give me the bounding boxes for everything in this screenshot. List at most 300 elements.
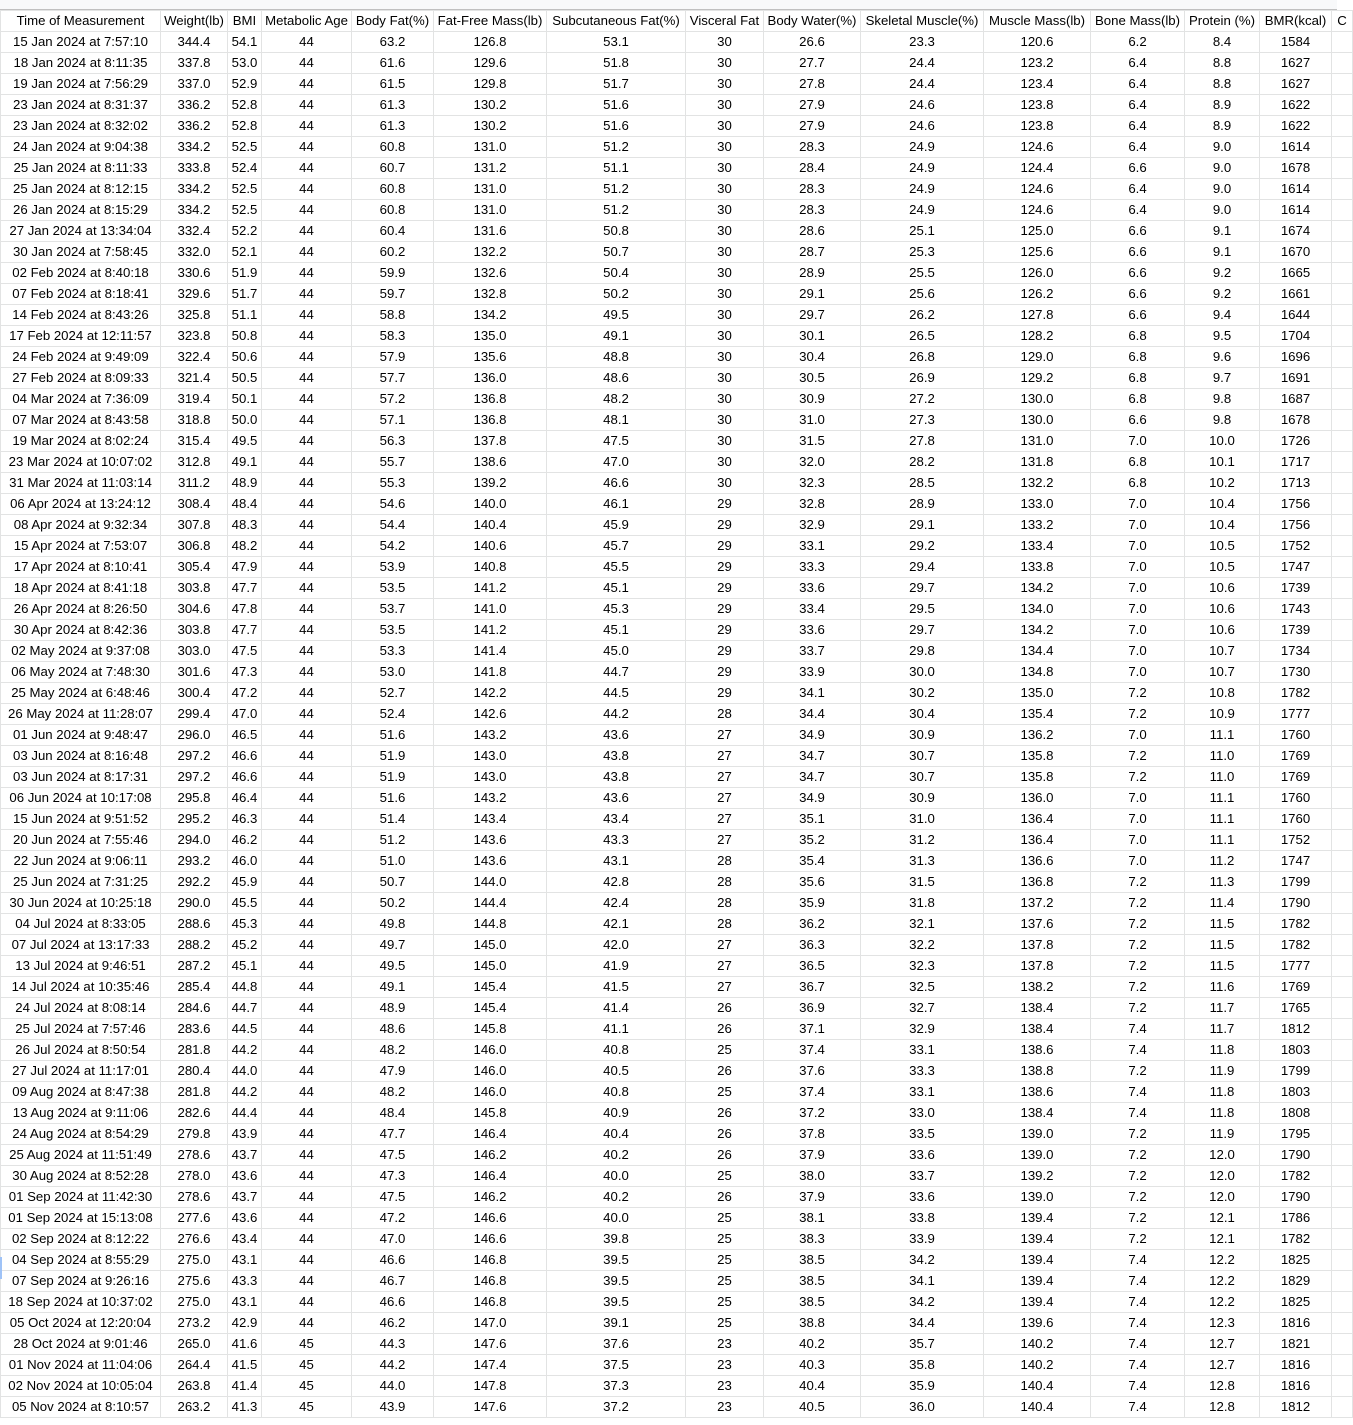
value-cell[interactable] bbox=[1332, 977, 1353, 998]
value-cell[interactable]: 24.9 bbox=[861, 179, 984, 200]
value-cell[interactable] bbox=[1332, 158, 1353, 179]
value-cell[interactable]: 146.6 bbox=[434, 1208, 547, 1229]
value-cell[interactable]: 146.2 bbox=[434, 1145, 547, 1166]
value-cell[interactable] bbox=[1332, 872, 1353, 893]
value-cell[interactable]: 50.4 bbox=[547, 263, 686, 284]
value-cell[interactable]: 6.8 bbox=[1091, 452, 1185, 473]
value-cell[interactable] bbox=[1332, 599, 1353, 620]
value-cell[interactable]: 139.0 bbox=[984, 1124, 1091, 1145]
value-cell[interactable]: 47.7 bbox=[352, 1124, 434, 1145]
value-cell[interactable]: 44.0 bbox=[352, 1376, 434, 1397]
value-cell[interactable]: 24.6 bbox=[861, 95, 984, 116]
value-cell[interactable]: 35.8 bbox=[861, 1355, 984, 1376]
value-cell[interactable]: 41.5 bbox=[547, 977, 686, 998]
value-cell[interactable]: 25 bbox=[686, 1292, 764, 1313]
value-cell[interactable]: 7.2 bbox=[1091, 704, 1185, 725]
value-cell[interactable] bbox=[1332, 74, 1353, 95]
value-cell[interactable]: 1627 bbox=[1260, 53, 1332, 74]
value-cell[interactable] bbox=[1332, 830, 1353, 851]
value-cell[interactable]: 147.4 bbox=[434, 1355, 547, 1376]
value-cell[interactable]: 58.8 bbox=[352, 305, 434, 326]
value-cell[interactable] bbox=[1332, 557, 1353, 578]
value-cell[interactable]: 57.7 bbox=[352, 368, 434, 389]
value-cell[interactable]: 139.6 bbox=[984, 1313, 1091, 1334]
time-cell[interactable]: 06 May 2024 at 7:48:30 bbox=[1, 662, 161, 683]
value-cell[interactable]: 306.8 bbox=[161, 536, 228, 557]
value-cell[interactable]: 7.2 bbox=[1091, 1166, 1185, 1187]
value-cell[interactable]: 34.1 bbox=[861, 1271, 984, 1292]
value-cell[interactable]: 141.8 bbox=[434, 662, 547, 683]
value-cell[interactable]: 45.3 bbox=[228, 914, 262, 935]
value-cell[interactable]: 48.2 bbox=[352, 1040, 434, 1061]
value-cell[interactable]: 6.6 bbox=[1091, 242, 1185, 263]
value-cell[interactable]: 147.8 bbox=[434, 1376, 547, 1397]
value-cell[interactable]: 11.8 bbox=[1185, 1103, 1260, 1124]
value-cell[interactable] bbox=[1332, 95, 1353, 116]
value-cell[interactable]: 11.8 bbox=[1185, 1040, 1260, 1061]
value-cell[interactable] bbox=[1332, 1187, 1353, 1208]
value-cell[interactable]: 10.4 bbox=[1185, 494, 1260, 515]
value-cell[interactable]: 32.0 bbox=[764, 452, 861, 473]
value-cell[interactable]: 143.6 bbox=[434, 851, 547, 872]
value-cell[interactable]: 51.1 bbox=[228, 305, 262, 326]
value-cell[interactable]: 124.6 bbox=[984, 179, 1091, 200]
value-cell[interactable]: 12.1 bbox=[1185, 1208, 1260, 1229]
value-cell[interactable]: 1678 bbox=[1260, 410, 1332, 431]
value-cell[interactable]: 307.8 bbox=[161, 515, 228, 536]
value-cell[interactable]: 49.5 bbox=[352, 956, 434, 977]
value-cell[interactable]: 45.1 bbox=[547, 620, 686, 641]
value-cell[interactable]: 60.2 bbox=[352, 242, 434, 263]
value-cell[interactable]: 38.5 bbox=[764, 1271, 861, 1292]
time-cell[interactable]: 05 Nov 2024 at 8:10:57 bbox=[1, 1397, 161, 1418]
value-cell[interactable]: 7.0 bbox=[1091, 620, 1185, 641]
value-cell[interactable]: 120.6 bbox=[984, 32, 1091, 53]
value-cell[interactable]: 318.8 bbox=[161, 410, 228, 431]
value-cell[interactable]: 144.4 bbox=[434, 893, 547, 914]
value-cell[interactable]: 47.2 bbox=[352, 1208, 434, 1229]
value-cell[interactable]: 44 bbox=[262, 158, 352, 179]
value-cell[interactable]: 29 bbox=[686, 662, 764, 683]
value-cell[interactable]: 51.0 bbox=[352, 851, 434, 872]
value-cell[interactable]: 30 bbox=[686, 452, 764, 473]
value-cell[interactable]: 48.6 bbox=[352, 1019, 434, 1040]
value-cell[interactable]: 6.6 bbox=[1091, 284, 1185, 305]
value-cell[interactable]: 44 bbox=[262, 326, 352, 347]
value-cell[interactable]: 53.1 bbox=[547, 32, 686, 53]
value-cell[interactable]: 49.5 bbox=[228, 431, 262, 452]
value-cell[interactable]: 44.7 bbox=[228, 998, 262, 1019]
time-cell[interactable]: 25 Jun 2024 at 7:31:25 bbox=[1, 872, 161, 893]
value-cell[interactable]: 33.6 bbox=[764, 620, 861, 641]
value-cell[interactable]: 1821 bbox=[1260, 1334, 1332, 1355]
value-cell[interactable]: 136.8 bbox=[434, 389, 547, 410]
value-cell[interactable]: 7.2 bbox=[1091, 683, 1185, 704]
value-cell[interactable]: 30 bbox=[686, 284, 764, 305]
value-cell[interactable]: 43.6 bbox=[547, 725, 686, 746]
value-cell[interactable]: 37.5 bbox=[547, 1355, 686, 1376]
value-cell[interactable]: 46.6 bbox=[547, 473, 686, 494]
value-cell[interactable]: 45.9 bbox=[228, 872, 262, 893]
value-cell[interactable]: 141.2 bbox=[434, 578, 547, 599]
value-cell[interactable]: 1799 bbox=[1260, 1061, 1332, 1082]
value-cell[interactable]: 25 bbox=[686, 1271, 764, 1292]
value-cell[interactable]: 31.3 bbox=[861, 851, 984, 872]
value-cell[interactable]: 6.4 bbox=[1091, 74, 1185, 95]
value-cell[interactable]: 47.0 bbox=[547, 452, 686, 473]
value-cell[interactable]: 37.3 bbox=[547, 1376, 686, 1397]
value-cell[interactable]: 131.8 bbox=[984, 452, 1091, 473]
value-cell[interactable]: 60.8 bbox=[352, 179, 434, 200]
value-cell[interactable] bbox=[1332, 1208, 1353, 1229]
time-cell[interactable]: 25 Aug 2024 at 11:51:49 bbox=[1, 1145, 161, 1166]
value-cell[interactable]: 45.0 bbox=[547, 641, 686, 662]
value-cell[interactable]: 63.2 bbox=[352, 32, 434, 53]
value-cell[interactable]: 7.2 bbox=[1091, 977, 1185, 998]
value-cell[interactable]: 10.7 bbox=[1185, 662, 1260, 683]
column-header-12[interactable]: Protein (%) bbox=[1185, 11, 1260, 32]
time-cell[interactable]: 18 Apr 2024 at 8:41:18 bbox=[1, 578, 161, 599]
value-cell[interactable]: 57.9 bbox=[352, 347, 434, 368]
value-cell[interactable]: 1747 bbox=[1260, 557, 1332, 578]
value-cell[interactable]: 136.4 bbox=[984, 809, 1091, 830]
value-cell[interactable]: 330.6 bbox=[161, 263, 228, 284]
value-cell[interactable]: 44 bbox=[262, 1061, 352, 1082]
value-cell[interactable]: 51.7 bbox=[547, 74, 686, 95]
time-cell[interactable]: 18 Jan 2024 at 8:11:35 bbox=[1, 53, 161, 74]
value-cell[interactable]: 51.6 bbox=[352, 725, 434, 746]
value-cell[interactable]: 334.2 bbox=[161, 137, 228, 158]
value-cell[interactable]: 50.5 bbox=[228, 368, 262, 389]
value-cell[interactable]: 134.2 bbox=[434, 305, 547, 326]
value-cell[interactable]: 29 bbox=[686, 536, 764, 557]
time-cell[interactable]: 30 Aug 2024 at 8:52:28 bbox=[1, 1166, 161, 1187]
value-cell[interactable]: 337.0 bbox=[161, 74, 228, 95]
value-cell[interactable]: 1665 bbox=[1260, 263, 1332, 284]
value-cell[interactable]: 27 bbox=[686, 935, 764, 956]
value-cell[interactable]: 124.6 bbox=[984, 137, 1091, 158]
value-cell[interactable]: 43.1 bbox=[228, 1250, 262, 1271]
value-cell[interactable] bbox=[1332, 641, 1353, 662]
value-cell[interactable]: 312.8 bbox=[161, 452, 228, 473]
value-cell[interactable]: 144.8 bbox=[434, 914, 547, 935]
column-header-4[interactable]: Body Fat(%) bbox=[352, 11, 434, 32]
value-cell[interactable]: 39.5 bbox=[547, 1250, 686, 1271]
value-cell[interactable]: 146.4 bbox=[434, 1166, 547, 1187]
value-cell[interactable]: 297.2 bbox=[161, 767, 228, 788]
value-cell[interactable]: 54.6 bbox=[352, 494, 434, 515]
value-cell[interactable]: 134.0 bbox=[984, 599, 1091, 620]
value-cell[interactable]: 28.3 bbox=[764, 179, 861, 200]
value-cell[interactable]: 28.3 bbox=[764, 200, 861, 221]
value-cell[interactable]: 126.8 bbox=[434, 32, 547, 53]
value-cell[interactable]: 129.0 bbox=[984, 347, 1091, 368]
value-cell[interactable]: 33.1 bbox=[764, 536, 861, 557]
value-cell[interactable]: 47.2 bbox=[228, 683, 262, 704]
value-cell[interactable]: 11.0 bbox=[1185, 746, 1260, 767]
column-header-9[interactable]: Skeletal Muscle(%) bbox=[861, 11, 984, 32]
value-cell[interactable]: 24.9 bbox=[861, 137, 984, 158]
value-cell[interactable]: 7.2 bbox=[1091, 1124, 1185, 1145]
value-cell[interactable]: 40.2 bbox=[547, 1187, 686, 1208]
value-cell[interactable]: 1777 bbox=[1260, 704, 1332, 725]
value-cell[interactable]: 47.5 bbox=[352, 1187, 434, 1208]
value-cell[interactable] bbox=[1332, 389, 1353, 410]
value-cell[interactable]: 11.1 bbox=[1185, 788, 1260, 809]
value-cell[interactable]: 44 bbox=[262, 410, 352, 431]
value-cell[interactable]: 25.1 bbox=[861, 221, 984, 242]
value-cell[interactable]: 25 bbox=[686, 1082, 764, 1103]
value-cell[interactable]: 322.4 bbox=[161, 347, 228, 368]
value-cell[interactable]: 30 bbox=[686, 95, 764, 116]
value-cell[interactable]: 23 bbox=[686, 1334, 764, 1355]
value-cell[interactable]: 11.0 bbox=[1185, 767, 1260, 788]
value-cell[interactable]: 1777 bbox=[1260, 956, 1332, 977]
value-cell[interactable]: 59.9 bbox=[352, 263, 434, 284]
value-cell[interactable]: 1678 bbox=[1260, 158, 1332, 179]
value-cell[interactable] bbox=[1332, 1040, 1353, 1061]
value-cell[interactable]: 44 bbox=[262, 1040, 352, 1061]
value-cell[interactable]: 51.2 bbox=[547, 179, 686, 200]
value-cell[interactable]: 8.9 bbox=[1185, 95, 1260, 116]
value-cell[interactable]: 129.2 bbox=[984, 368, 1091, 389]
value-cell[interactable]: 33.8 bbox=[861, 1208, 984, 1229]
value-cell[interactable]: 44 bbox=[262, 74, 352, 95]
value-cell[interactable]: 7.4 bbox=[1091, 1292, 1185, 1313]
value-cell[interactable]: 337.8 bbox=[161, 53, 228, 74]
value-cell[interactable]: 40.0 bbox=[547, 1166, 686, 1187]
value-cell[interactable]: 7.4 bbox=[1091, 1355, 1185, 1376]
value-cell[interactable] bbox=[1332, 179, 1353, 200]
value-cell[interactable]: 48.4 bbox=[352, 1103, 434, 1124]
value-cell[interactable]: 131.2 bbox=[434, 158, 547, 179]
value-cell[interactable]: 44 bbox=[262, 1166, 352, 1187]
value-cell[interactable]: 25 bbox=[686, 1166, 764, 1187]
value-cell[interactable]: 53.0 bbox=[352, 662, 434, 683]
value-cell[interactable]: 323.8 bbox=[161, 326, 228, 347]
time-cell[interactable]: 25 Jan 2024 at 8:12:15 bbox=[1, 179, 161, 200]
value-cell[interactable]: 147.0 bbox=[434, 1313, 547, 1334]
value-cell[interactable]: 1584 bbox=[1260, 32, 1332, 53]
value-cell[interactable]: 29 bbox=[686, 557, 764, 578]
value-cell[interactable]: 11.1 bbox=[1185, 830, 1260, 851]
value-cell[interactable]: 33.9 bbox=[861, 1229, 984, 1250]
value-cell[interactable]: 9.0 bbox=[1185, 179, 1260, 200]
value-cell[interactable]: 53.7 bbox=[352, 599, 434, 620]
value-cell[interactable]: 44 bbox=[262, 284, 352, 305]
value-cell[interactable]: 6.4 bbox=[1091, 179, 1185, 200]
value-cell[interactable]: 44 bbox=[262, 1229, 352, 1250]
value-cell[interactable]: 47.0 bbox=[352, 1229, 434, 1250]
value-cell[interactable]: 325.8 bbox=[161, 305, 228, 326]
value-cell[interactable]: 138.6 bbox=[984, 1040, 1091, 1061]
value-cell[interactable]: 44 bbox=[262, 452, 352, 473]
value-cell[interactable]: 32.1 bbox=[861, 914, 984, 935]
value-cell[interactable]: 45 bbox=[262, 1355, 352, 1376]
value-cell[interactable]: 44 bbox=[262, 704, 352, 725]
value-cell[interactable]: 140.4 bbox=[984, 1397, 1091, 1418]
value-cell[interactable]: 35.7 bbox=[861, 1334, 984, 1355]
value-cell[interactable]: 29.8 bbox=[861, 641, 984, 662]
value-cell[interactable]: 47.3 bbox=[228, 662, 262, 683]
value-cell[interactable] bbox=[1332, 515, 1353, 536]
time-cell[interactable]: 14 Feb 2024 at 8:43:26 bbox=[1, 305, 161, 326]
value-cell[interactable]: 1756 bbox=[1260, 515, 1332, 536]
value-cell[interactable]: 1786 bbox=[1260, 1208, 1332, 1229]
value-cell[interactable]: 44 bbox=[262, 95, 352, 116]
value-cell[interactable]: 27.2 bbox=[861, 389, 984, 410]
value-cell[interactable]: 30 bbox=[686, 53, 764, 74]
value-cell[interactable]: 146.2 bbox=[434, 1187, 547, 1208]
value-cell[interactable] bbox=[1332, 242, 1353, 263]
value-cell[interactable]: 44 bbox=[262, 368, 352, 389]
time-cell[interactable]: 26 Jan 2024 at 8:15:29 bbox=[1, 200, 161, 221]
value-cell[interactable]: 319.4 bbox=[161, 389, 228, 410]
value-cell[interactable]: 145.4 bbox=[434, 977, 547, 998]
value-cell[interactable]: 51.8 bbox=[547, 53, 686, 74]
value-cell[interactable]: 40.0 bbox=[547, 1208, 686, 1229]
value-cell[interactable]: 32.5 bbox=[861, 977, 984, 998]
value-cell[interactable]: 33.7 bbox=[861, 1166, 984, 1187]
value-cell[interactable]: 28.2 bbox=[861, 452, 984, 473]
column-header-0[interactable]: Time of Measurement bbox=[1, 11, 161, 32]
value-cell[interactable]: 139.2 bbox=[434, 473, 547, 494]
value-cell[interactable]: 30.2 bbox=[861, 683, 984, 704]
value-cell[interactable]: 30 bbox=[686, 158, 764, 179]
value-cell[interactable]: 132.6 bbox=[434, 263, 547, 284]
value-cell[interactable]: 29.7 bbox=[861, 578, 984, 599]
value-cell[interactable]: 141.4 bbox=[434, 641, 547, 662]
value-cell[interactable]: 123.2 bbox=[984, 53, 1091, 74]
value-cell[interactable]: 28.6 bbox=[764, 221, 861, 242]
value-cell[interactable]: 52.9 bbox=[228, 74, 262, 95]
value-cell[interactable]: 48.2 bbox=[228, 536, 262, 557]
value-cell[interactable]: 7.4 bbox=[1091, 1082, 1185, 1103]
value-cell[interactable]: 29 bbox=[686, 641, 764, 662]
value-cell[interactable]: 37.1 bbox=[764, 1019, 861, 1040]
value-cell[interactable]: 59.7 bbox=[352, 284, 434, 305]
value-cell[interactable]: 39.8 bbox=[547, 1229, 686, 1250]
value-cell[interactable]: 46.6 bbox=[228, 767, 262, 788]
value-cell[interactable] bbox=[1332, 1166, 1353, 1187]
value-cell[interactable]: 31.5 bbox=[764, 431, 861, 452]
value-cell[interactable]: 10.7 bbox=[1185, 641, 1260, 662]
value-cell[interactable]: 41.6 bbox=[228, 1334, 262, 1355]
value-cell[interactable] bbox=[1332, 704, 1353, 725]
value-cell[interactable]: 52.8 bbox=[228, 95, 262, 116]
value-cell[interactable]: 1614 bbox=[1260, 179, 1332, 200]
value-cell[interactable]: 45.2 bbox=[228, 935, 262, 956]
value-cell[interactable]: 132.2 bbox=[434, 242, 547, 263]
value-cell[interactable]: 27 bbox=[686, 746, 764, 767]
value-cell[interactable]: 44 bbox=[262, 1271, 352, 1292]
value-cell[interactable]: 143.0 bbox=[434, 746, 547, 767]
value-cell[interactable]: 134.8 bbox=[984, 662, 1091, 683]
time-cell[interactable]: 25 May 2024 at 6:48:46 bbox=[1, 683, 161, 704]
value-cell[interactable]: 44 bbox=[262, 557, 352, 578]
value-cell[interactable]: 1816 bbox=[1260, 1376, 1332, 1397]
value-cell[interactable]: 25 bbox=[686, 1250, 764, 1271]
value-cell[interactable] bbox=[1332, 1124, 1353, 1145]
value-cell[interactable]: 61.5 bbox=[352, 74, 434, 95]
value-cell[interactable]: 45 bbox=[262, 1334, 352, 1355]
value-cell[interactable]: 139.4 bbox=[984, 1229, 1091, 1250]
value-cell[interactable]: 33.1 bbox=[861, 1040, 984, 1061]
value-cell[interactable]: 142.6 bbox=[434, 704, 547, 725]
time-cell[interactable]: 19 Jan 2024 at 7:56:29 bbox=[1, 74, 161, 95]
value-cell[interactable]: 44 bbox=[262, 893, 352, 914]
value-cell[interactable]: 33.5 bbox=[861, 1124, 984, 1145]
value-cell[interactable]: 1769 bbox=[1260, 746, 1332, 767]
value-cell[interactable]: 38.1 bbox=[764, 1208, 861, 1229]
value-cell[interactable]: 46.6 bbox=[352, 1292, 434, 1313]
value-cell[interactable]: 31.2 bbox=[861, 830, 984, 851]
value-cell[interactable]: 44 bbox=[262, 431, 352, 452]
value-cell[interactable]: 55.7 bbox=[352, 452, 434, 473]
time-cell[interactable]: 04 Jul 2024 at 8:33:05 bbox=[1, 914, 161, 935]
value-cell[interactable]: 30 bbox=[686, 263, 764, 284]
value-cell[interactable] bbox=[1332, 1334, 1353, 1355]
value-cell[interactable]: 146.0 bbox=[434, 1061, 547, 1082]
value-cell[interactable]: 29 bbox=[686, 494, 764, 515]
value-cell[interactable]: 29 bbox=[686, 620, 764, 641]
time-cell[interactable]: 01 Sep 2024 at 11:42:30 bbox=[1, 1187, 161, 1208]
value-cell[interactable]: 61.3 bbox=[352, 116, 434, 137]
value-cell[interactable]: 43.4 bbox=[547, 809, 686, 830]
value-cell[interactable]: 126.2 bbox=[984, 284, 1091, 305]
value-cell[interactable]: 136.0 bbox=[434, 368, 547, 389]
value-cell[interactable] bbox=[1332, 1103, 1353, 1124]
column-header-1[interactable]: Weight(lb) bbox=[161, 11, 228, 32]
value-cell[interactable]: 34.4 bbox=[764, 704, 861, 725]
value-cell[interactable]: 42.4 bbox=[547, 893, 686, 914]
value-cell[interactable]: 40.4 bbox=[547, 1124, 686, 1145]
value-cell[interactable]: 9.8 bbox=[1185, 410, 1260, 431]
value-cell[interactable]: 52.4 bbox=[228, 158, 262, 179]
value-cell[interactable]: 27 bbox=[686, 725, 764, 746]
value-cell[interactable]: 44.2 bbox=[547, 704, 686, 725]
value-cell[interactable]: 7.2 bbox=[1091, 1145, 1185, 1166]
value-cell[interactable]: 6.6 bbox=[1091, 410, 1185, 431]
value-cell[interactable]: 29 bbox=[686, 578, 764, 599]
time-cell[interactable]: 25 Jul 2024 at 7:57:46 bbox=[1, 1019, 161, 1040]
value-cell[interactable]: 292.2 bbox=[161, 872, 228, 893]
value-cell[interactable]: 1747 bbox=[1260, 851, 1332, 872]
value-cell[interactable]: 26.8 bbox=[861, 347, 984, 368]
value-cell[interactable] bbox=[1332, 347, 1353, 368]
value-cell[interactable]: 7.2 bbox=[1091, 1187, 1185, 1208]
value-cell[interactable]: 46.7 bbox=[352, 1271, 434, 1292]
value-cell[interactable]: 6.8 bbox=[1091, 326, 1185, 347]
value-cell[interactable]: 265.0 bbox=[161, 1334, 228, 1355]
value-cell[interactable]: 44 bbox=[262, 872, 352, 893]
value-cell[interactable]: 1687 bbox=[1260, 389, 1332, 410]
value-cell[interactable]: 50.6 bbox=[228, 347, 262, 368]
value-cell[interactable]: 48.2 bbox=[352, 1082, 434, 1103]
value-cell[interactable]: 7.0 bbox=[1091, 641, 1185, 662]
value-cell[interactable]: 144.0 bbox=[434, 872, 547, 893]
value-cell[interactable]: 278.6 bbox=[161, 1145, 228, 1166]
value-cell[interactable]: 44 bbox=[262, 179, 352, 200]
value-cell[interactable]: 44 bbox=[262, 473, 352, 494]
value-cell[interactable]: 6.2 bbox=[1091, 32, 1185, 53]
value-cell[interactable]: 37.4 bbox=[764, 1040, 861, 1061]
column-header-6[interactable]: Subcutaneous Fat(%) bbox=[547, 11, 686, 32]
value-cell[interactable]: 50.7 bbox=[547, 242, 686, 263]
value-cell[interactable]: 30 bbox=[686, 473, 764, 494]
value-cell[interactable]: 43.9 bbox=[352, 1397, 434, 1418]
value-cell[interactable] bbox=[1332, 683, 1353, 704]
